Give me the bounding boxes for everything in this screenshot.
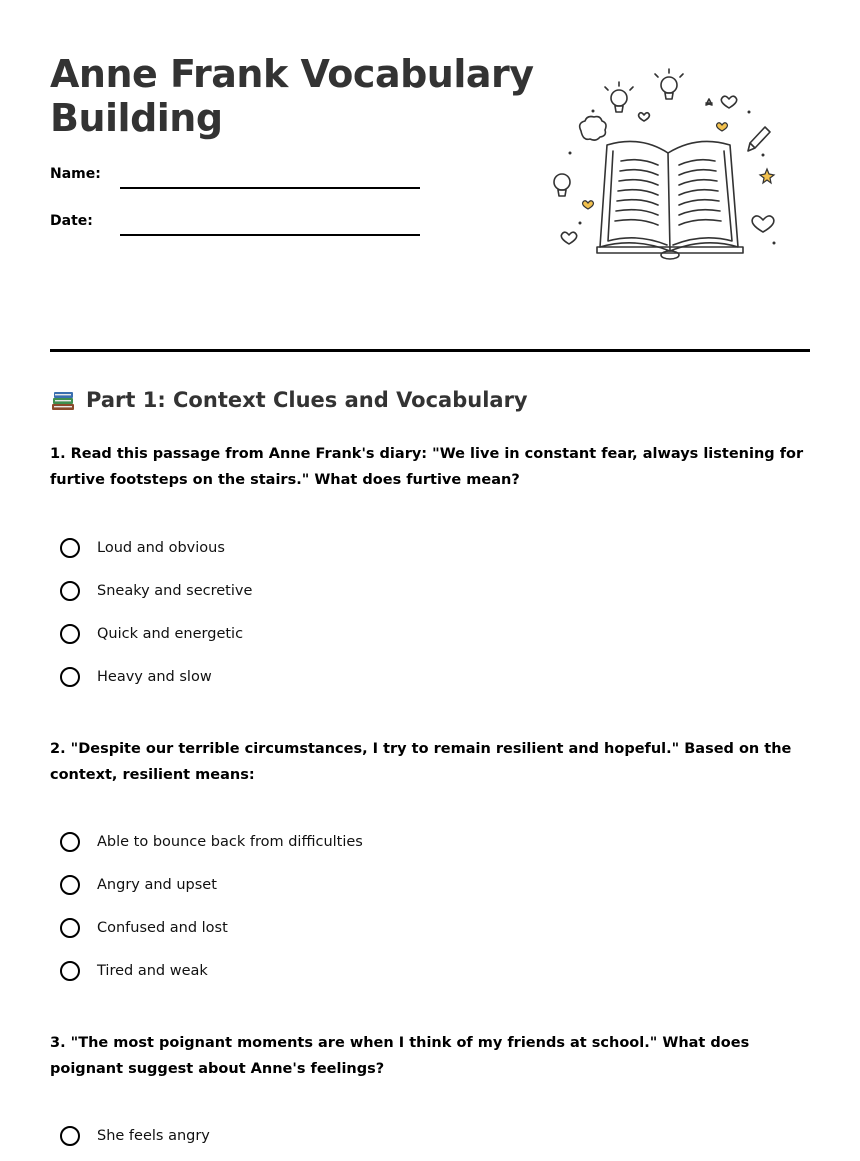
books-icon bbox=[50, 388, 76, 412]
question-3-text: 3. "The most poignant moments are when I think of my friends at school." What does poignant suggest about Anne's feelings? bbox=[50, 1035, 750, 1077]
page-title: Anne Frank Vocabulary Building bbox=[50, 52, 534, 140]
radio-button[interactable] bbox=[60, 581, 80, 601]
q2-option-2[interactable] bbox=[60, 875, 217, 895]
radio-button[interactable] bbox=[60, 961, 80, 981]
section-divider bbox=[50, 349, 810, 352]
radio-button[interactable] bbox=[60, 918, 80, 938]
option-label: Quick and energetic bbox=[97, 626, 244, 642]
question-2-text: 2. "Despite our terrible circumstances, I try to remain resilient and hopeful." Based on the context, resilient means: bbox=[50, 741, 792, 783]
option-label: Angry and upset bbox=[97, 877, 217, 893]
section-title: Part 1: Context Clues and Vocabulary bbox=[86, 388, 528, 412]
option-label: Able to bounce back from difficulties bbox=[97, 834, 363, 850]
name-field[interactable] bbox=[120, 187, 420, 189]
radio-button[interactable] bbox=[60, 538, 80, 558]
name-label: Name: bbox=[50, 166, 101, 182]
q3-option-1[interactable] bbox=[60, 1126, 210, 1146]
q1-option-2[interactable] bbox=[60, 581, 252, 601]
question-1-text: 1. Read this passage from Anne Frank's diary: "We live in constant fear, always listening for furtive footsteps on the stairs." What does furtive mean? bbox=[50, 446, 804, 488]
option-label: Sneaky and secretive bbox=[97, 583, 253, 599]
q2-option-4[interactable] bbox=[60, 961, 208, 981]
option-label: Loud and obvious bbox=[97, 540, 225, 556]
date-field[interactable] bbox=[120, 234, 420, 236]
radio-button[interactable] bbox=[60, 875, 80, 895]
q1-option-4[interactable] bbox=[60, 667, 212, 687]
option-label: Heavy and slow bbox=[97, 669, 212, 685]
radio-button[interactable] bbox=[60, 832, 80, 852]
radio-button[interactable] bbox=[60, 624, 80, 644]
open-book-illustration-icon bbox=[545, 65, 785, 265]
option-label: Confused and lost bbox=[97, 920, 228, 936]
option-label: She feels angry bbox=[97, 1128, 210, 1144]
radio-button[interactable] bbox=[60, 1126, 80, 1146]
q1-option-1[interactable] bbox=[60, 538, 225, 558]
q2-option-3[interactable] bbox=[60, 918, 228, 938]
date-label: Date: bbox=[50, 213, 93, 229]
q1-option-3[interactable] bbox=[60, 624, 243, 644]
radio-button[interactable] bbox=[60, 667, 80, 687]
option-label: Tired and weak bbox=[97, 963, 208, 979]
section-heading bbox=[50, 388, 528, 412]
q2-option-1[interactable] bbox=[60, 832, 363, 852]
